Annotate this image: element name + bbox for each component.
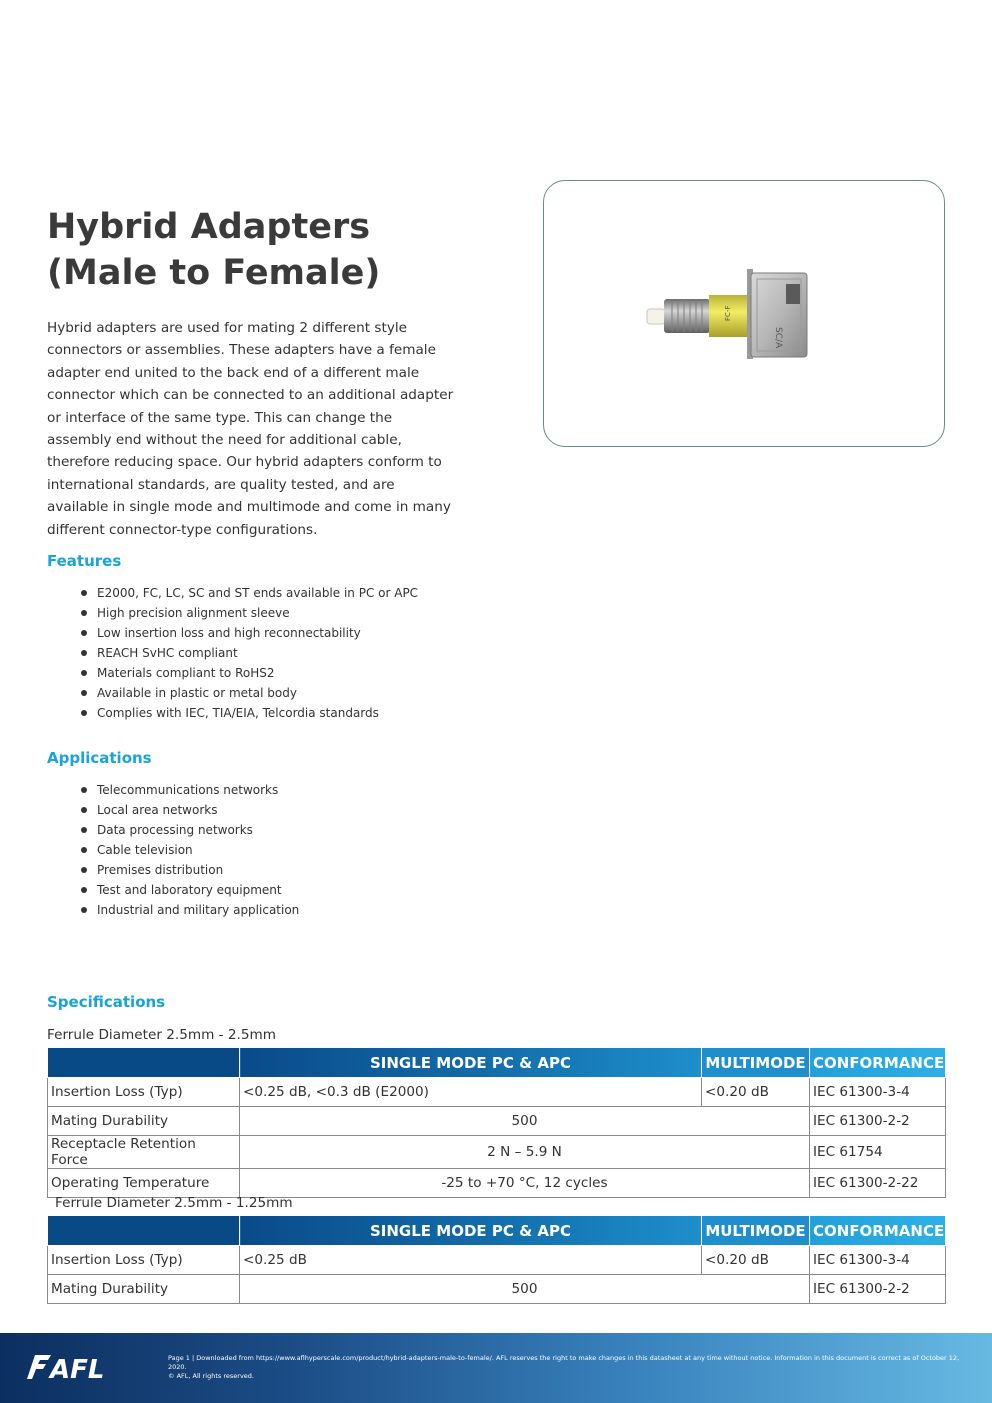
spec-table [47, 1047, 946, 1198]
table-cell: IEC 61300-2-2 [810, 1107, 946, 1136]
adapter-label-fc: FC-F [724, 305, 732, 321]
table-cell: Mating Durability [48, 1275, 240, 1304]
list-item: Cable television [80, 840, 299, 860]
table-caption: Ferrule Diameter 2.5mm - 2.5mm [47, 1027, 276, 1043]
table-row [48, 1107, 946, 1136]
column-header: CONFORMANCE [810, 1216, 946, 1246]
footer-disclaimer: Page 1 | Downloaded from https://www.aflhyperscale.com/product/hybrid-adapters-male-to-female/. AFL reserves the right to make changes in this datasheet at any time without notice. Information in this document is correct as of October 12, 2020. [168, 1354, 960, 1371]
page-title [47, 204, 507, 296]
table-cell: 500 [240, 1275, 810, 1304]
table-row [48, 1246, 946, 1275]
list-item: Industrial and military application [80, 900, 299, 920]
table-cell: Insertion Loss (Typ) [48, 1246, 240, 1275]
table-cell: Operating Temperature [48, 1169, 240, 1198]
list-item: Test and laboratory equipment [80, 880, 299, 900]
table-cell: -25 to +70 °C, 12 cycles [240, 1169, 810, 1198]
table-row [48, 1275, 946, 1304]
product-image-card [543, 180, 945, 447]
list-item: REACH SvHC compliant [80, 643, 418, 663]
column-header: MULTIMODE [702, 1216, 810, 1246]
table-cell: <0.25 dB [240, 1246, 702, 1275]
table-cell: IEC 61300-3-4 [810, 1246, 946, 1275]
column-header [48, 1048, 240, 1078]
afl-logo [26, 1349, 126, 1385]
table-cell: Insertion Loss (Typ) [48, 1078, 240, 1107]
table-cell: IEC 61754 [810, 1136, 946, 1169]
adapter-label-sc: SC/A [773, 327, 783, 349]
table-cell: IEC 61300-2-22 [810, 1169, 946, 1198]
specifications-heading: Specifications [47, 993, 166, 1011]
table-row [48, 1136, 946, 1169]
features-list [80, 583, 418, 723]
list-item: Data processing networks [80, 820, 299, 840]
table-cell: IEC 61300-3-4 [810, 1078, 946, 1107]
table-cell: <0.25 dB, <0.3 dB (E2000) [240, 1078, 702, 1107]
title-line-1: Hybrid Adapters [47, 207, 371, 247]
list-item: Available in plastic or metal body [80, 683, 418, 703]
list-item: Local area networks [80, 800, 299, 820]
column-header: SINGLE MODE PC & APC [240, 1216, 702, 1246]
table-cell: 500 [240, 1107, 810, 1136]
table-cell: 2 N – 5.9 N [240, 1136, 810, 1169]
list-item: Complies with IEC, TIA/EIA, Telcordia standards [80, 703, 418, 723]
hybrid-adapter-image [544, 181, 946, 448]
footer-copyright: © AFL, All rights reserved. [168, 1372, 254, 1380]
table-cell: <0.20 dB [702, 1078, 810, 1107]
table-cell: IEC 61300-2-2 [810, 1275, 946, 1304]
logo-text: AFL [50, 1355, 105, 1385]
applications-heading: Applications [47, 749, 152, 767]
column-header: CONFORMANCE [810, 1048, 946, 1078]
table-row [48, 1169, 946, 1198]
list-item: Premises distribution [80, 860, 299, 880]
features-heading: Features [47, 552, 122, 570]
spec-table [47, 1215, 946, 1304]
table-row [48, 1078, 946, 1107]
table-header-row [48, 1048, 946, 1078]
table-cell: <0.20 dB [702, 1246, 810, 1275]
list-item: Low insertion loss and high reconnectability [80, 623, 418, 643]
list-item: Telecommunications networks [80, 780, 299, 800]
table-cell: Mating Durability [48, 1107, 240, 1136]
list-item: Materials compliant to RoHS2 [80, 663, 418, 683]
list-item: High precision alignment sleeve [80, 603, 418, 623]
footer-text [168, 1354, 974, 1381]
product-description: Hybrid adapters are used for mating 2 different style connectors or assemblies. These adapters have a female adapter end united to the back end of a different male connector which can be connected to an additional adapter or interface of the same type. This can change the assembly end without the need for additional cable, therefore reducing space. Our hybrid adapters conform to international standards, are quality tested, and are available in single mode and multimode and come in many different connector-type configurations. [47, 320, 454, 538]
table-header-row [48, 1216, 946, 1246]
applications-list [80, 780, 299, 920]
column-header: MULTIMODE [702, 1048, 810, 1078]
title-line-2: (Male to Female) [47, 253, 381, 293]
table-caption: Ferrule Diameter 2.5mm - 1.25mm [55, 1195, 293, 1211]
table-cell: Receptacle Retention Force [48, 1136, 240, 1169]
column-header [48, 1216, 240, 1246]
page-footer [0, 1333, 992, 1403]
column-header: SINGLE MODE PC & APC [240, 1048, 702, 1078]
list-item: E2000, FC, LC, SC and ST ends available in PC or APC [80, 583, 418, 603]
